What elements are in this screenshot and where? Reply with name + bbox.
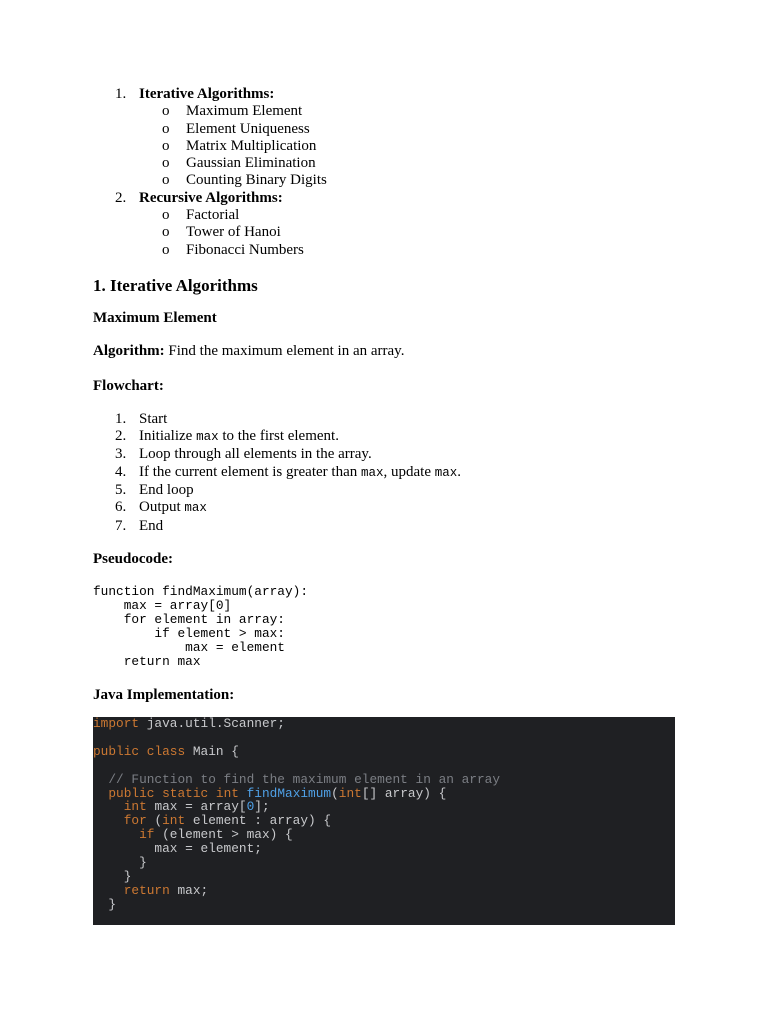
pseudocode-heading: Pseudocode: — [93, 550, 173, 567]
algorithm-label: Algorithm: — [93, 343, 165, 360]
toc-subitem — [139, 121, 675, 138]
step-text: If the current element is greater than — [139, 463, 361, 480]
bullet-icon: o — [162, 120, 170, 137]
step-text: Start — [139, 410, 168, 427]
code-text: max = element; — [93, 841, 262, 857]
code-text — [208, 786, 216, 801]
toc-title: Iterative Algorithms: — [139, 86, 275, 102]
flowchart-step — [93, 428, 675, 446]
code-line — [93, 827, 293, 842]
toc-number: 2. — [115, 189, 127, 206]
step-text: , update — [383, 463, 435, 480]
bullet-icon: o — [162, 155, 170, 172]
bullet-icon: o — [162, 172, 170, 189]
bullet-icon: o — [162, 137, 170, 154]
code-line — [93, 883, 208, 898]
flowchart-step — [93, 518, 675, 535]
code-line — [93, 744, 239, 759]
code-keyword: int — [338, 785, 362, 801]
flowchart-heading: Flowchart: — [93, 377, 164, 394]
code-comment: // Function to find the maximum element in an array — [108, 771, 501, 787]
step-text: Output — [139, 499, 185, 516]
code-text — [154, 786, 162, 801]
toc-subitem — [139, 103, 675, 120]
step-number: 2. — [115, 428, 127, 445]
code-line — [93, 786, 446, 801]
inline-code: max — [360, 465, 384, 480]
java-code — [93, 717, 675, 912]
toc-subitem-label: Tower of Hanoi — [186, 224, 281, 241]
inline-code: max — [434, 465, 458, 480]
toc-title: Recursive Algorithms: — [139, 189, 283, 206]
code-line — [93, 841, 262, 856]
algorithm-text: Find the maximum element in an array. — [164, 343, 405, 360]
code-keyword: public — [93, 743, 140, 759]
code-text: ]; — [254, 799, 270, 815]
toc-subitem — [139, 207, 675, 224]
document-page — [93, 86, 675, 925]
code-text: java.util.Scanner; — [139, 715, 285, 731]
code-line — [93, 897, 116, 912]
toc-subitem-label: Fibonacci Numbers — [186, 241, 304, 258]
bullet-icon: o — [162, 241, 170, 258]
toc-subitem-label: Element Uniqueness — [186, 120, 310, 137]
code-keyword: int — [215, 785, 239, 801]
code-text: } — [93, 896, 117, 912]
code-line — [93, 716, 285, 731]
code-text: ( — [331, 785, 339, 801]
code-text: max = array[ — [146, 799, 247, 815]
code-line — [93, 855, 147, 870]
code-keyword: static — [162, 785, 209, 801]
code-text — [93, 827, 139, 842]
flowchart-step — [93, 482, 675, 499]
toc-item — [93, 190, 675, 259]
code-text: [] array) { — [361, 785, 447, 801]
code-keyword: return — [123, 882, 170, 898]
step-text: End — [139, 517, 164, 534]
code-text: (element > max) { — [154, 827, 293, 843]
toc-subitem-label: Counting Binary Digits — [186, 172, 327, 189]
bullet-icon: o — [162, 103, 170, 120]
toc-subitem-label: Matrix Multiplication — [186, 137, 317, 154]
code-text: } — [93, 868, 132, 884]
java-code-block — [93, 717, 675, 925]
code-text — [93, 813, 124, 828]
code-text — [93, 883, 124, 898]
step-number: 5. — [115, 482, 127, 499]
step-text: to the first element. — [218, 428, 339, 445]
flowchart-step — [93, 411, 675, 428]
toc-sublist — [139, 103, 675, 189]
step-number: 4. — [115, 463, 127, 480]
toc-item — [93, 86, 675, 190]
code-keyword: public — [108, 785, 155, 801]
step-text: End loop — [139, 482, 194, 499]
toc-subitem — [139, 172, 675, 189]
toc-subitem — [139, 242, 675, 259]
inline-code: max — [196, 430, 219, 445]
toc-subitem — [139, 155, 675, 172]
toc-subitem — [139, 224, 675, 241]
code-number: 0 — [246, 799, 255, 815]
flowchart-step — [93, 446, 675, 463]
step-text: Loop through all elements in the array. — [139, 446, 372, 463]
inline-code: max — [184, 501, 207, 516]
section-heading: 1. Iterative Algorithms — [93, 275, 258, 295]
step-number: 3. — [115, 446, 127, 463]
code-keyword: if — [139, 827, 155, 843]
algorithm-paragraph — [93, 343, 675, 360]
flowchart-step — [93, 499, 675, 517]
bullet-icon: o — [162, 224, 170, 241]
step-text: . — [457, 463, 461, 480]
code-text — [93, 799, 124, 814]
code-line — [93, 772, 500, 787]
code-line — [93, 813, 331, 828]
code-keyword: int — [123, 799, 147, 815]
code-text — [93, 786, 108, 801]
step-number: 7. — [115, 517, 127, 534]
code-text — [93, 772, 108, 787]
toc-subitem-label: Gaussian Elimination — [186, 155, 316, 172]
code-keyword: for — [123, 813, 147, 829]
toc-subitem — [139, 138, 675, 155]
code-text: max; — [169, 882, 209, 898]
code-keyword: class — [146, 743, 186, 759]
code-text — [139, 744, 147, 759]
pseudocode-block: function findMaximum(array): max = array[0] for element in array: if element > max: max = element return max — [93, 584, 309, 669]
code-keyword: import — [93, 715, 140, 731]
toc-subitem-label: Factorial — [186, 207, 240, 224]
step-text: Initialize — [139, 428, 197, 445]
code-text: Main { — [185, 743, 239, 759]
code-text: } — [93, 855, 147, 871]
java-heading: Java Implementation: — [93, 686, 235, 703]
flowchart-steps — [93, 411, 675, 535]
step-number: 6. — [115, 499, 127, 516]
code-function: findMaximum — [246, 785, 332, 801]
code-keyword: int — [162, 813, 186, 829]
code-text — [239, 786, 247, 801]
code-line — [93, 869, 131, 884]
toc-sublist — [139, 207, 675, 259]
table-of-contents — [93, 86, 675, 259]
toc-number: 1. — [115, 86, 127, 102]
toc-subitem-label: Maximum Element — [186, 103, 303, 120]
subsection-heading: Maximum Element — [93, 309, 217, 326]
flowchart-step — [93, 464, 675, 482]
code-text: element : array) { — [185, 813, 332, 829]
code-text: ( — [146, 813, 163, 829]
code-line — [93, 799, 270, 814]
step-number: 1. — [115, 410, 127, 427]
bullet-icon: o — [162, 207, 170, 224]
